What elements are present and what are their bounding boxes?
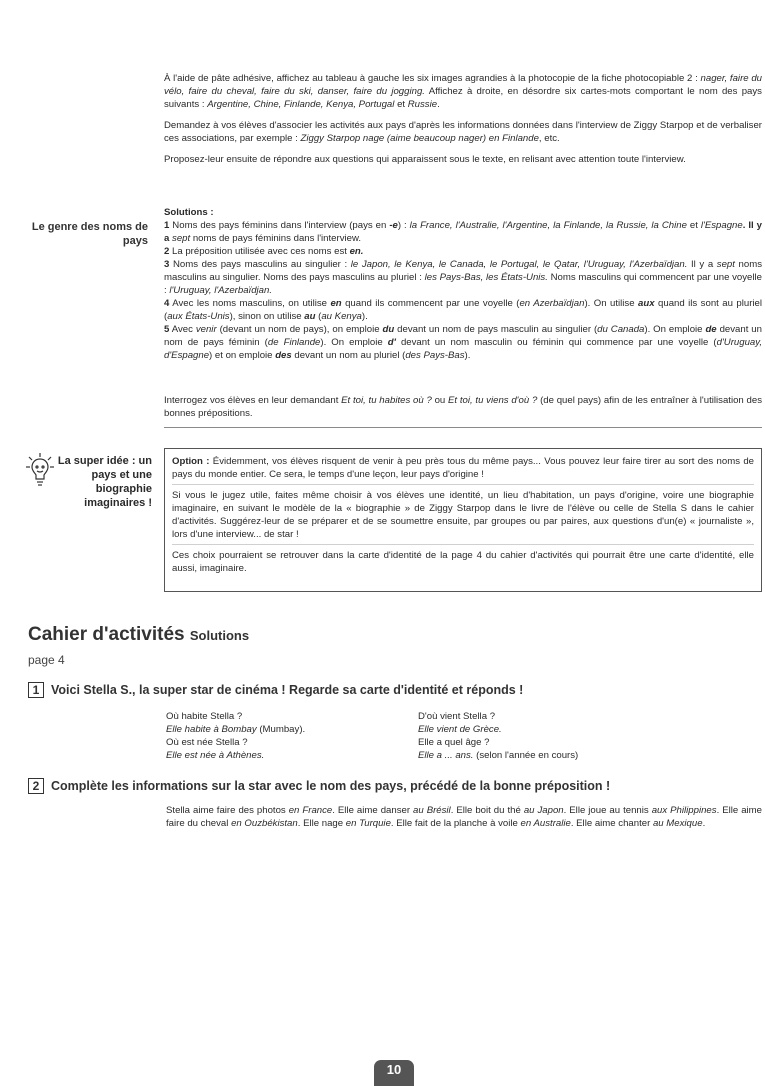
solution-4: 4 Avec les noms masculins, on utilise en quand ils commencent par une voyelle (en Azerbaïdjan). On utilise aux quand ils sont au pluriel (aux États-Unis), sinon on utilise au (au Kenya). xyxy=(164,298,763,322)
intro-section xyxy=(164,72,762,174)
option-paragraph-1: Option : Évidemment, vos élèves risquent de venir à peu près tous du même pays... Vous pouvez leur faire tirer au sort des noms de pays du monde entier. Ce sera, le temps d'une leçon, leur pays d'origine ! xyxy=(172,455,754,485)
page-label: page 4 xyxy=(28,653,65,667)
exercise-2-title: Complète les informations sur la star avec le nom des pays, précédé de la bonne préposition ! xyxy=(51,779,611,793)
cahier-title: Cahier d'activités Solutions xyxy=(28,624,250,645)
super-idea-label: La super idée : un pays et une biographie imaginaires ! xyxy=(57,455,152,509)
page-number: 10 xyxy=(374,1060,414,1086)
solution-3: 3 Noms des pays masculins au singulier : le Japon, le Kenya, le Canada, le Portugal, le Qatar, l'Uruguay, l'Azerbaïdjan. Il y a sept noms masculins au singulier. Noms des pays masculins au pluriel : les Pays-Bas, les États-Unis. Noms masculins qui commencent par une voyelle : l'Uruguay, l'Azerbaïdjan. xyxy=(164,259,762,296)
intro-paragraph-1: À l'aide de pâte adhésive, affichez au tableau à gauche les six images agrandies à la photocopie de la fiche photocopiable 2 : nager, faire du vélo, faire du cheval, faire du ski, danser, faire du jogging. Affichez à droite, en désordre six cartes-mots comportant le nom des pays suivants : Argentine, Chine, Finlande, Kenya, Portugal et Russie. xyxy=(164,73,763,110)
solutions-title: Solutions : xyxy=(164,207,214,218)
option-paragraph-3: Ces choix pourraient se retrouver dans la carte d'identité de la page 4 du cahier d'activités qui pourrait être une carte d'identité, elle aussi, imaginaire. xyxy=(172,550,754,574)
exercise-1-title: Voici Stella S., la super star de cinéma ! Regarde sa carte d'identité et réponds ! xyxy=(51,683,524,697)
exercise-1-left-column: Où habite Stella ? Elle habite à Bombay (Mumbay). Où est née Stella ? Elle est née à Athènes. xyxy=(166,711,306,761)
solution-5: 5 Avec venir (devant un nom de pays), on emploie du devant un nom de pays masculin au singulier (du Canada). On emploie de devant un nom de pays féminin (de Finlande). On emploie d' devant un nom masculin ou féminin qui commence par une voyelle (d'Uruguay, d'Espagne) et on emploie des devant un nom au pluriel (des Pays-Bas). xyxy=(164,324,762,361)
cahier-subtitle: Solutions xyxy=(189,628,250,643)
option-paragraph-2: Si vous le jugez utile, faites même choisir à vos élèves une identité, un lieu d'habitation, un pays d'origine, voire une biographie imaginaire, en suivant le modèle de la « biographie » de Ziggy Starpop dans le livre de l'élève ou celle de Stella S dans le cahier d'activités. Suggérez-leur de se préparer et de se soumettre ensuite, par groupes ou par paires, aux questions d'un(e) « journaliste », lors d'une interview... de star ! xyxy=(172,489,754,545)
exercise-1-heading xyxy=(28,682,523,698)
side-label-genre: Le genre des noms de pays xyxy=(31,221,148,247)
intro-paragraph-2: Demandez à vos élèves d'associer les activités aux pays d'après les informations données dans l'interview de Ziggy Starpop et de verbaliser ces associations, par exemple : Ziggy Starpop nage (aime beaucoup nager) en Finlande, etc. xyxy=(164,120,762,144)
option-box xyxy=(164,448,762,592)
exercise-number-box: 2 xyxy=(28,778,44,794)
exercise-2-answer: Stella aime faire des photos en France. Elle aime danser au Brésil. Elle boit du thé au Japon. Elle joue au tennis aux Philippines. Elle aime faire du cheval en Ouzbékistan. Elle nage en Turquie. Elle fait de la planche à voile en Australie. Elle aime chanter au Mexique. xyxy=(166,805,763,829)
solutions-section xyxy=(164,206,762,362)
exercise-number-box: 1 xyxy=(28,682,44,698)
section-divider xyxy=(164,427,762,428)
intro-paragraph-3: Proposez-leur ensuite de répondre aux questions qui apparaissent sous le texte, en relisant avec attention toute l'interview. xyxy=(164,154,686,165)
interrogez-paragraph: Interrogez vos élèves en leur demandant Et toi, tu habites où ? ou Et toi, tu viens d'où ? (de quel pays) afin de les entraîner à l'utilisation des bonnes prépositions. xyxy=(164,395,763,419)
exercise-2-heading xyxy=(28,778,610,794)
exercise-1-right-column: D'où vient Stella ? Elle vient de Grèce. Elle a quel âge ? Elle a ... ans. (selon l'année en cours) xyxy=(418,711,579,761)
solution-2: 2 La préposition utilisée avec ces noms est en. xyxy=(164,246,364,257)
lightbulb-icon xyxy=(26,452,54,488)
solution-1: 1 Noms des pays féminins dans l'interview (pays en -e) : la France, l'Australie, l'Argentine, la Finlande, la Russie, la Chine et l'Espagne. Il y a sept noms de pays féminins dans l'interview. xyxy=(164,220,762,244)
